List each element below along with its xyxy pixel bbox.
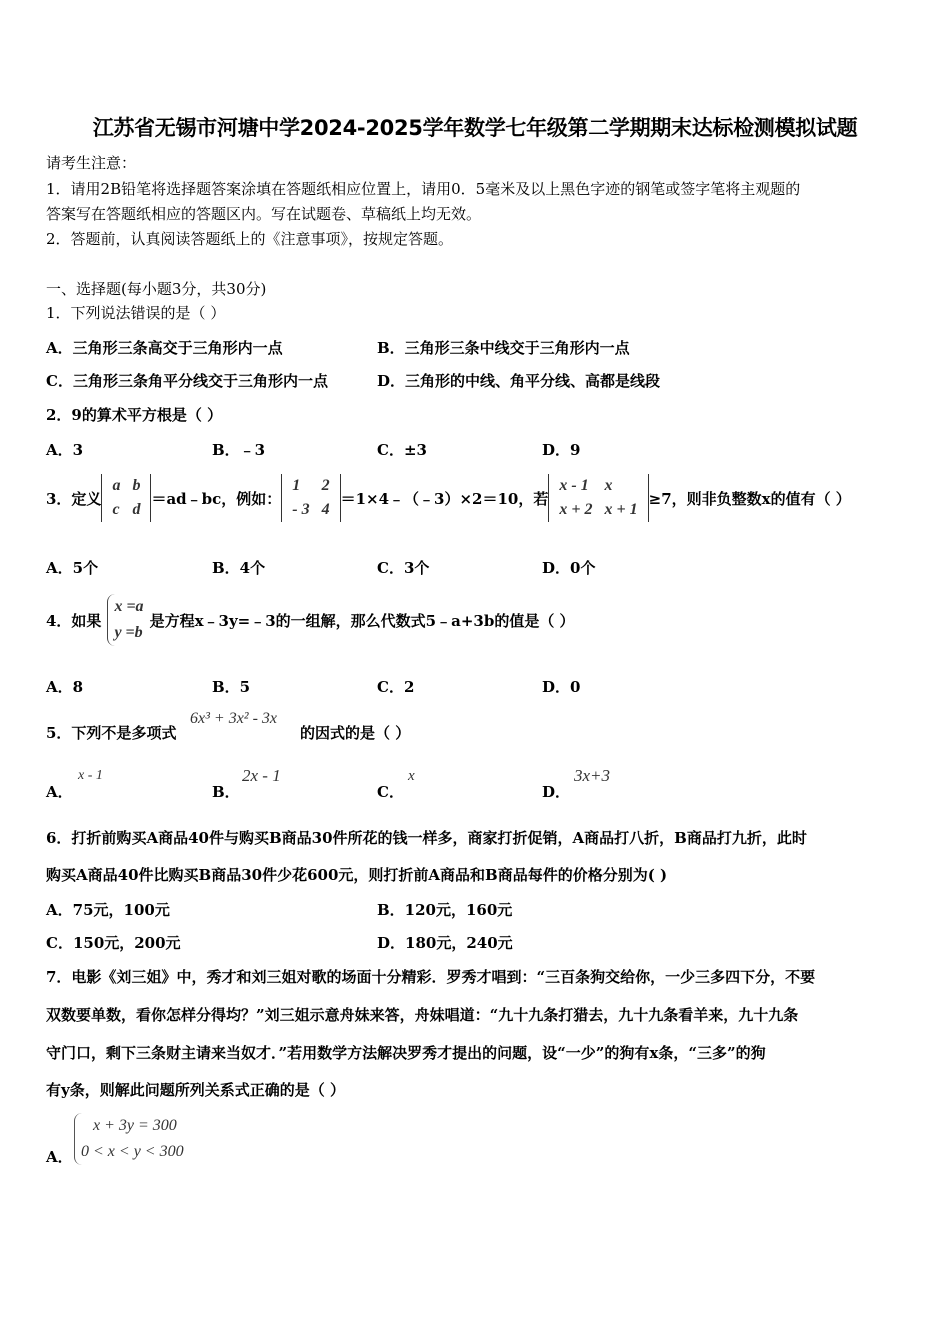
- question-5-lead: 5．下列不是多项式: [46, 724, 177, 742]
- question-2-stem: 2．9的算术平方根是（ ）: [46, 406, 223, 424]
- determinant-abcd: [101, 474, 151, 522]
- question-1-option-a[interactable]: A．三角形三条高交于三角形内一点: [46, 339, 283, 357]
- question-6-line-2: 购买A商品40件比购买B商品30件少花600元，则打折前A商品和B商品每件的价格分别为( ): [46, 866, 668, 884]
- question-7-line-3: 守门口，剩下三条财主请来当奴才．”若用数学方法解决罗秀才提出的问题，设“一少”的狗有x条，“三多”的狗: [46, 1044, 766, 1062]
- question-6-option-a[interactable]: A．75元，100元: [46, 901, 170, 919]
- question-3-definition: ＝ad﹣bc，例如：: [151, 489, 282, 508]
- question-3-option-c[interactable]: C．3个: [377, 559, 430, 577]
- question-3-option-b[interactable]: B．4个: [212, 559, 266, 577]
- determinant-condition: [548, 474, 648, 522]
- question-2-option-b[interactable]: B．﹣3: [212, 441, 266, 459]
- notice-item-1-line-1: 1．请用2B铅笔将选择题答案涂填在答题纸相应位置上，请用0．5毫米及以上黑色字迹的钢笔或签字笔将主观题的: [46, 180, 801, 198]
- notice-heading: 请考生注意：: [46, 154, 137, 172]
- determinant-example: [281, 474, 340, 522]
- question-4-tail: 是方程x﹣3y=﹣3的一组解，那么代数式5﹣a+3b的值是（ ）: [149, 611, 575, 630]
- det-cell: d: [132, 501, 141, 518]
- question-7-option-a-label[interactable]: A．: [46, 1148, 73, 1166]
- question-6-option-c[interactable]: C．150元，200元: [46, 934, 181, 952]
- question-6-line-1: 6．打折前购买A商品40件与购买B商品30件所花的钱一样多，商家打折促销，A商品打八折，B商品打九折，此时: [46, 829, 807, 847]
- page-title: 江苏省无锡市河塘中学2024-2025学年数学七年级第二学期期末达标检测模拟试题: [92, 116, 858, 140]
- question-7-line-1: 7．电影《刘三姐》中，秀才和刘三姐对歌的场面十分精彩．罗秀才唱到：“三百条狗交给你，一少三多四下分，不要: [46, 968, 816, 986]
- question-5-option-b-label[interactable]: B．: [212, 783, 240, 801]
- equation-line: x =a: [114, 598, 144, 615]
- question-4-option-c[interactable]: C．2: [377, 678, 415, 696]
- question-7-option-a-system: [74, 1113, 184, 1165]
- inequality-line: 0 < x < y < 300: [81, 1143, 184, 1160]
- question-1-option-c[interactable]: C．三角形三条角平分线交于三角形内一点: [46, 372, 328, 390]
- question-6-option-d[interactable]: D．180元，240元: [377, 934, 513, 952]
- inequality-line: x + 3y = 300: [93, 1117, 177, 1134]
- det-cell: x: [604, 477, 613, 494]
- question-4-lead: 4．如果: [46, 611, 102, 630]
- equation-system: [107, 594, 143, 646]
- question-2-option-d[interactable]: D．9: [542, 441, 581, 459]
- det-cell: x + 1: [604, 501, 638, 518]
- equation-line: y =b: [114, 624, 143, 641]
- question-7-line-2: 双数要单数，看你怎样分得均？”刘三姐示意舟妹来答，舟妹唱道：“九十九条打猎去，九十九条看羊来，九十九条: [46, 1006, 799, 1024]
- question-1-stem: 1．下列说法错误的是（ ）: [46, 304, 226, 322]
- question-3-lead: 3．定义: [46, 489, 102, 508]
- notice-item-1-line-2: 答案写在答题纸相应的答题区内。写在试题卷、草稿纸上均无效。: [46, 205, 482, 223]
- question-4-stem: [46, 590, 575, 650]
- question-6-option-b[interactable]: B．120元，160元: [377, 901, 513, 919]
- question-5-tail: 的因式的是（ ）: [300, 724, 411, 742]
- question-5-option-d-expr: 3x+3: [574, 766, 611, 785]
- question-5-option-a-expr: x - 1: [78, 768, 103, 783]
- question-2-option-a[interactable]: A．3: [46, 441, 84, 459]
- question-7-line-4: 有y条，则解此问题所列关系式正确的是（ ）: [46, 1081, 345, 1099]
- notice-item-2: 2．答题前，认真阅读答题纸上的《注意事项》，按规定答题。: [46, 230, 454, 248]
- section-heading: 一、选择题(每小题3分，共30分): [46, 280, 267, 298]
- question-5-option-c-expr: x: [408, 768, 415, 784]
- question-4-option-a[interactable]: A．8: [46, 678, 84, 696]
- question-5-polynomial: 6x³ + 3x² - 3x: [190, 710, 278, 727]
- det-cell: b: [132, 477, 141, 494]
- det-cell: - 3: [292, 501, 310, 518]
- det-cell: x - 1: [559, 477, 589, 494]
- det-cell: 4: [321, 501, 330, 518]
- question-2-option-c[interactable]: C．±3: [377, 441, 427, 459]
- det-cell: x + 2: [559, 501, 593, 518]
- question-4-option-b[interactable]: B．5: [212, 678, 251, 696]
- question-4-option-d[interactable]: D．0: [542, 678, 581, 696]
- det-cell: a: [112, 477, 121, 494]
- question-1-option-d[interactable]: D．三角形的中线、角平分线、高都是线段: [377, 372, 661, 390]
- question-3-example: ＝1×4﹣（﹣3）×2＝10，若: [340, 489, 549, 508]
- question-3-stem: [46, 470, 851, 526]
- question-3-tail: ≥7，则非负整数x的值有（ ）: [648, 489, 851, 508]
- question-5-option-c-label[interactable]: C．: [377, 783, 404, 801]
- question-3-option-d[interactable]: D．0个: [542, 559, 596, 577]
- det-cell: c: [112, 501, 120, 518]
- question-5-option-a-label[interactable]: A．: [46, 783, 73, 801]
- det-cell: 2: [321, 477, 330, 494]
- question-5-option-d-label[interactable]: D．: [542, 783, 571, 801]
- question-5-option-b-expr: 2x - 1: [242, 766, 281, 785]
- question-1-option-b[interactable]: B．三角形三条中线交于三角形内一点: [377, 339, 630, 357]
- det-cell: 1: [292, 477, 301, 494]
- question-3-option-a[interactable]: A．5个: [46, 559, 99, 577]
